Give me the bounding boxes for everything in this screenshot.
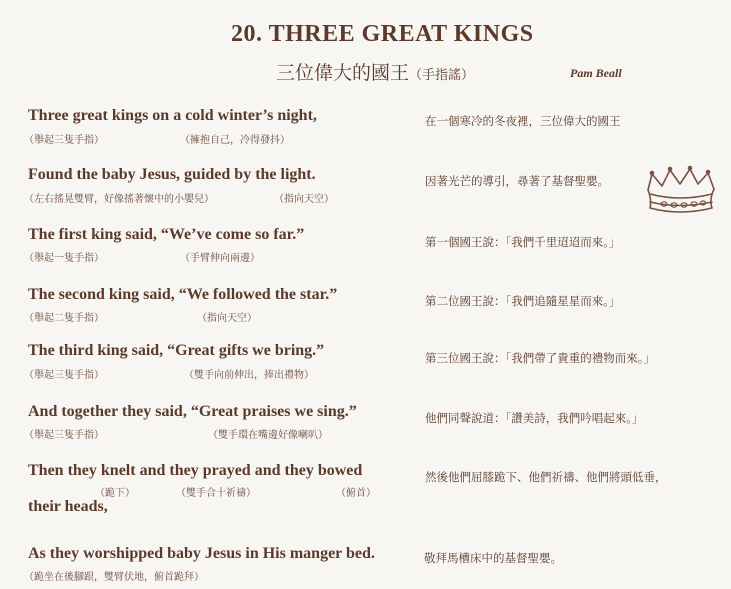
crown-icon xyxy=(642,164,720,220)
author-credit: Pam Beall xyxy=(570,66,622,80)
verse-6-translation: 他們同聲說道：「讚美詩，我們吟唱起來。」 xyxy=(425,411,644,425)
verse-6-note-1: （舉起三隻手指） xyxy=(24,430,104,441)
verse-5-note-2: （雙手向前伸出，捧出禮物） xyxy=(184,370,314,381)
verse-7-note-3: （俯首） xyxy=(336,488,376,499)
verse-6-line: And together they said, “Great praises we sing.” xyxy=(28,403,357,420)
verse-2-note-1: （左右搖晃雙臂，好像搖著懷中的小嬰兒） xyxy=(24,194,214,205)
verse-4-line: The second king said, “We followed the star.” xyxy=(28,286,338,303)
verse-8-translation: 敬拜馬槽床中的基督聖嬰。 xyxy=(424,551,562,565)
verse-8-note-1: （跪坐在後腳跟，雙臂伏地，俯首跪拜） xyxy=(24,572,204,583)
verse-2-note-2: （指向天空） xyxy=(274,194,334,205)
page-title: 20. THREE GREAT KINGS xyxy=(231,21,534,47)
verse-1-line: Three great kings on a cold winter’s night, xyxy=(28,107,317,124)
verse-7-note-1: （跪下） xyxy=(95,488,135,499)
verse-7-line: Then they knelt and they prayed and they bowed xyxy=(28,462,363,479)
verse-1-note-1: （舉起三隻手指） xyxy=(24,135,104,146)
verse-3-note-2: （手臂伸向兩邊） xyxy=(180,253,260,264)
verse-3-translation: 第一個國王說：「我們千里迢迢而來。」 xyxy=(425,235,621,249)
verse-7-note-2: （雙手合十祈禱） xyxy=(176,488,256,499)
verse-6-note-2: （雙手環在嘴邊好像喇叭） xyxy=(208,430,328,441)
verse-4-note-1: （舉起二隻手指） xyxy=(24,313,104,324)
verse-4-translation: 第二位國王說：「我們追隨星星而來。」 xyxy=(425,294,621,308)
verse-3-line: The first king said, “We’ve come so far.” xyxy=(28,226,305,243)
verse-4-note-2: （指向天空） xyxy=(197,313,257,324)
verse-7-line-cont: their heads, xyxy=(28,498,108,515)
verse-7-translation: 然後他們屈膝跪下、他們祈禱、他們將頭低垂， xyxy=(425,470,667,484)
verse-5-translation: 第三位國王說：「我們帶了貴重的禮物而來。」 xyxy=(425,351,655,365)
verse-2-translation: 因著光芒的導引，尋著了基督聖嬰。 xyxy=(425,174,609,188)
verse-8-line: As they worshipped baby Jesus in His manger bed. xyxy=(28,545,375,562)
verse-1-note-2: （擁抱自己，冷得發抖） xyxy=(180,135,290,146)
verse-5-line: The third king said, “Great gifts we bring.” xyxy=(28,342,325,359)
verse-5-note-1: （舉起三隻手指） xyxy=(24,370,104,381)
subtitle-note: （手指謠） xyxy=(409,68,475,83)
verse-2-line: Found the baby Jesus, guided by the light. xyxy=(28,166,316,183)
subtitle-cn: 三位偉大的國王 xyxy=(276,62,410,84)
verse-1-translation: 在一個寒冷的冬夜裡，三位偉大的國王 xyxy=(425,114,621,128)
chinese-subtitle xyxy=(276,58,474,85)
verse-3-note-1: （舉起一隻手指） xyxy=(24,253,104,264)
